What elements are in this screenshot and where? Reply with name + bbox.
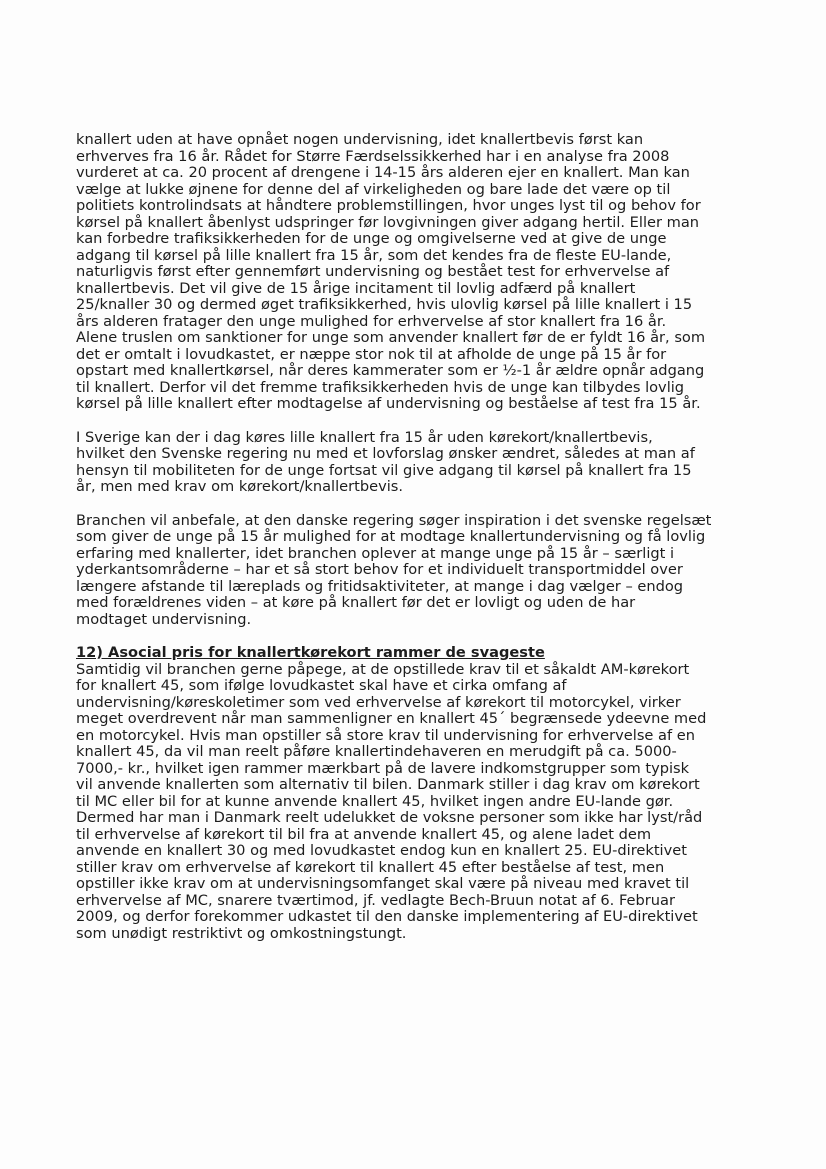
text-line: kørsel på knallert åbenlyst udspringer før lovgivningen giver adgang hertil. Eller man <box>76 213 700 231</box>
text-line: modtaget undervisning. <box>76 610 252 628</box>
paragraph-sweden <box>76 430 756 496</box>
text-line: Dermed har man i Danmark reelt udelukket de voksne personer som ikke har lyst/råd <box>76 809 703 826</box>
text-line: hvilket den Svenske regering nu med et lovforslag ønsker ændret, således at man af <box>76 445 695 462</box>
text-line: I Sverige kan der i dag køres lille knallert fra 15 år uden kørekort/knallertbevis, <box>76 428 653 446</box>
text-line: vil anvende knallerten som alternativ til bilen. Danmark stiller i dag krav om kørekort <box>76 776 700 793</box>
text-line: naturligvis først efter gennemført undervisning og bestået test for erhvervelse af <box>76 263 670 280</box>
text-line: knallert uden at have opnået nogen undervisning, idet knallertbevis først kan <box>76 131 644 148</box>
text-line: længere afstande til læreplads og fritidsaktiviteter, at mange i dag vælger – endog <box>76 577 684 595</box>
text-line: 2009, og derfor forekommer udkastet til den danske implementering af EU-direktivet <box>76 908 698 925</box>
text-line: år, men med krav om kørekort/knallertbevis. <box>76 478 404 495</box>
text-line: knallertbevis. Det vil give de 15 årige incitament til lovlig adfærd på knallert <box>76 279 636 297</box>
text-line: erfaring med knallerter, idet branchen oplever at mange unge på 15 år – særligt i <box>76 544 675 562</box>
section-12 <box>76 645 756 942</box>
text-line: som unødigt restriktivt og omkostningstungt. <box>76 924 407 942</box>
text-line: kørsel på lille knallert efter modtagelse af undervisning og beståelse af test fra 15 år. <box>76 395 701 412</box>
paragraph-knallert-age <box>76 132 756 413</box>
text-line: knallert 45, da vil man reelt påføre knallertindehaveren en merudgift på ca. 5000- <box>76 743 677 760</box>
text-line: erhvervelse af MC, snarere tværtimod, jf. vedlagte Bech-Bruun notat af 6. Februar <box>76 891 675 909</box>
text-line: Branchen vil anbefale, at den danske regering søger inspiration i det svenske regelsæt <box>76 511 712 529</box>
section-heading: 12) Asocial pris for knallertkørekort rammer de svageste <box>76 644 545 661</box>
text-line: for knallert 45, som ifølge lovudkastet skal have et cirka omfang af <box>76 677 567 694</box>
text-line: undervisning/køreskoletimer som ved erhvervelse af kørekort til motorcykel, virker <box>76 693 681 711</box>
text-line: til knallert. Derfor vil det fremme trafiksikkerheden hvis de unge kan tilbydes lovlig <box>76 378 685 396</box>
text-line: erhverves fra 16 år. Rådet for Større Færdselssikkerhed har i en analyse fra 2008 <box>76 147 670 165</box>
text-line: til MC eller bil for at kunne anvende knallert 45, hvilket ingen andre EU-lande gør. <box>76 792 674 810</box>
text-line: opstart med knallertkørsel, når deres kammerater som er ½-1 år ældre opnår adgang <box>76 362 705 379</box>
text-line: en motorcykel. Hvis man opstiller så store krav til undervisning for erhvervelse af en <box>76 726 695 744</box>
text-line: vælge at lukke øjnene for denne del af virkeligheden og bare lade det være op til <box>76 180 671 198</box>
text-line: vurderet at ca. 20 procent af drengene i 14-15 års alderen ejer en knallert. Man kan <box>76 164 690 181</box>
text-line: meget overdrevent når man sammenligner en knallert 45´ begrænsede ydeevne med <box>76 710 707 727</box>
text-line: adgang til kørsel på lille knallert fra 15 år, som det kendes fra de fleste EU-lande, <box>76 246 672 264</box>
text-line: kan forbedre trafiksikkerheden for de unge og omgivelserne ved at give de unge <box>76 230 667 247</box>
text-line: 25/knaller 30 og dermed øget trafiksikkerhed, hvis ulovlig kørsel på lille knallert i 15 <box>76 296 693 313</box>
text-line: anvende en knallert 30 og med lovudkastet endog kun en knallert 25. EU-direktivet <box>76 842 687 859</box>
text-line: som giver de unge på 15 år mulighed for at modtage knallertundervisning og få lovlig <box>76 528 706 545</box>
text-line: det er omtalt i lovudkastet, er næppe stor nok til at afholde de unge på 15 år for <box>76 345 667 363</box>
text-line: 7000,- kr., hvilket igen rammer mærkbart på de lavere indkomstgrupper som typisk <box>76 759 690 777</box>
document-body <box>76 132 756 942</box>
text-line: til erhvervelse af kørekort til bil fra at anvende knallert 45, og alene ladet dem <box>76 825 652 843</box>
text-line: Alene truslen om sanktioner for unge som anvender knallert før de er fyldt 16 år, som <box>76 329 706 346</box>
text-line: med forældrenes viden – at køre på knallert før det er lovligt og uden de har <box>76 594 636 611</box>
text-line: opstiller ikke krav om at undervisningsomfanget skal være på niveau med kravet til <box>76 875 690 892</box>
paragraph-recommendation <box>76 513 756 629</box>
text-line: yderkantsområderne – har et så stort behov for et individuelt transportmiddel over <box>76 561 683 578</box>
text-line: Samtidig vil branchen gerne påpege, at de opstillede krav til et såkaldt AM-kørekort <box>76 660 690 678</box>
text-line: års alderen fratager den unge mulighed for erhvervelse af stor knallert fra 16 år. <box>76 312 667 330</box>
text-line: politiets kontrolindsats at håndtere problemstillingen, hvor unges lyst til og behov for <box>76 197 701 214</box>
text-line: hensyn til mobiliteten for de unge fortsat vil give adgang til kørsel på knallert fra 15 <box>76 461 692 479</box>
text-line: stiller krav om erhvervelse af kørekort til knallert 45 efter beståelse af test, men <box>76 858 665 876</box>
